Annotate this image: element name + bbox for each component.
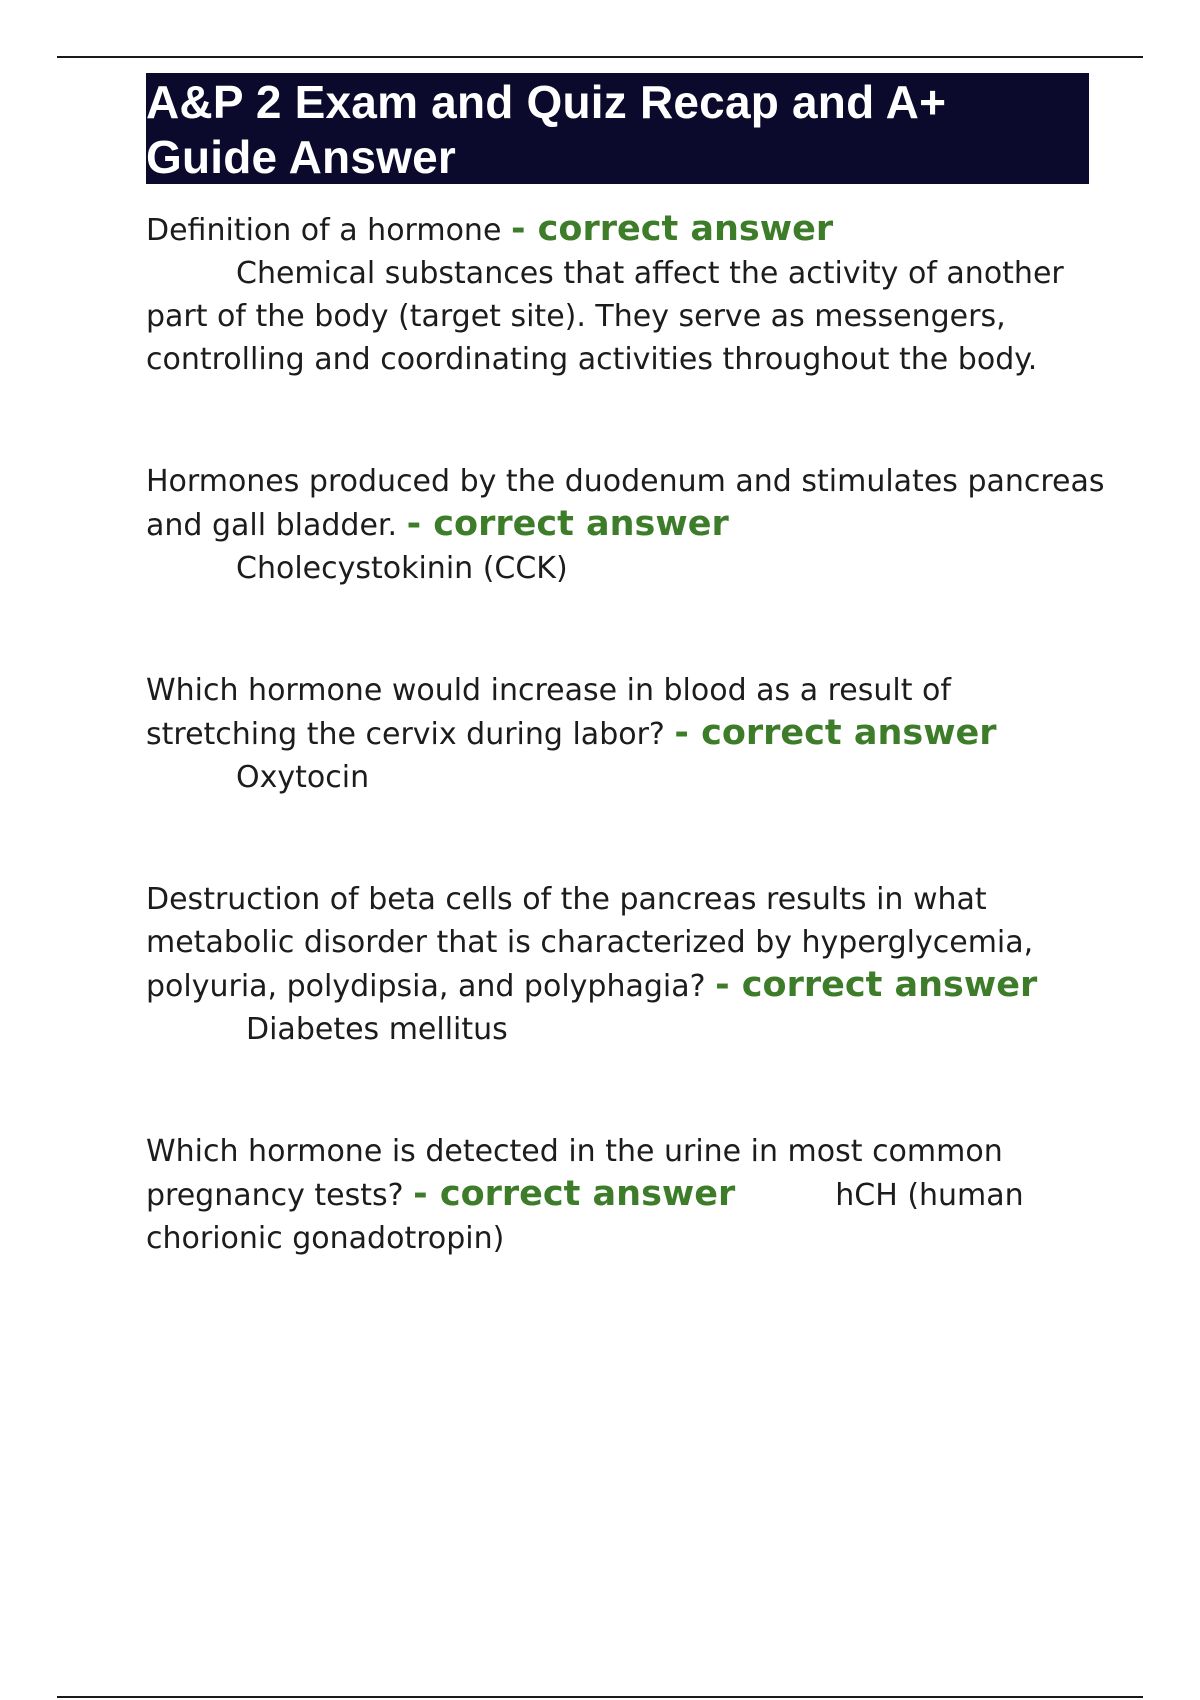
- qa-list: [146, 208, 1106, 1260]
- question-text: Definition of a hormone: [146, 213, 502, 248]
- answer-text: Chemical substances that affect the activity of another part of the body (target site). They serve as messengers, controlling and coordinating activities throughout the body.: [146, 256, 1064, 377]
- qa-item: [146, 460, 1106, 590]
- qa-item: [146, 669, 1106, 799]
- answer-text: Oxytocin: [236, 760, 370, 795]
- qa-item: [146, 1130, 1106, 1260]
- answer-text: Cholecystokinin (CCK): [236, 551, 568, 586]
- qa-item: [146, 208, 1106, 381]
- top-rule: [57, 56, 1143, 58]
- correct-answer-marker: - correct answer: [406, 504, 729, 544]
- correct-answer-marker: - correct answer: [715, 965, 1038, 1005]
- question-text: Destruction of beta cells of the pancreas results in what metabolic disorder that is characterized by hyperglycemia, polyuria, polydipsia, and polyphagia?: [146, 882, 1034, 1004]
- question-text: Which hormone is detected in the urine in most common pregnancy tests?: [146, 1134, 1003, 1213]
- question-text: Hormones produced by the duodenum and stimulates pancreas and gall bladder.: [146, 464, 1105, 543]
- document-title: A&P 2 Exam and Quiz Recap and A+ Guide Answer: [146, 76, 947, 183]
- answer-text: Diabetes mellitus: [246, 1012, 508, 1047]
- correct-answer-marker: - correct answer: [510, 209, 834, 249]
- bottom-rule: [57, 1696, 1143, 1698]
- correct-answer-marker: - correct answer: [413, 1174, 736, 1214]
- qa-item: [146, 878, 1106, 1051]
- title-banner: [146, 73, 1089, 184]
- answer-text: hCH (human chorionic gonadotropin): [146, 1178, 1024, 1256]
- question-text: Which hormone would increase in blood as a result of stretching the cervix during labor?: [146, 673, 951, 752]
- correct-answer-marker: - correct answer: [674, 713, 997, 753]
